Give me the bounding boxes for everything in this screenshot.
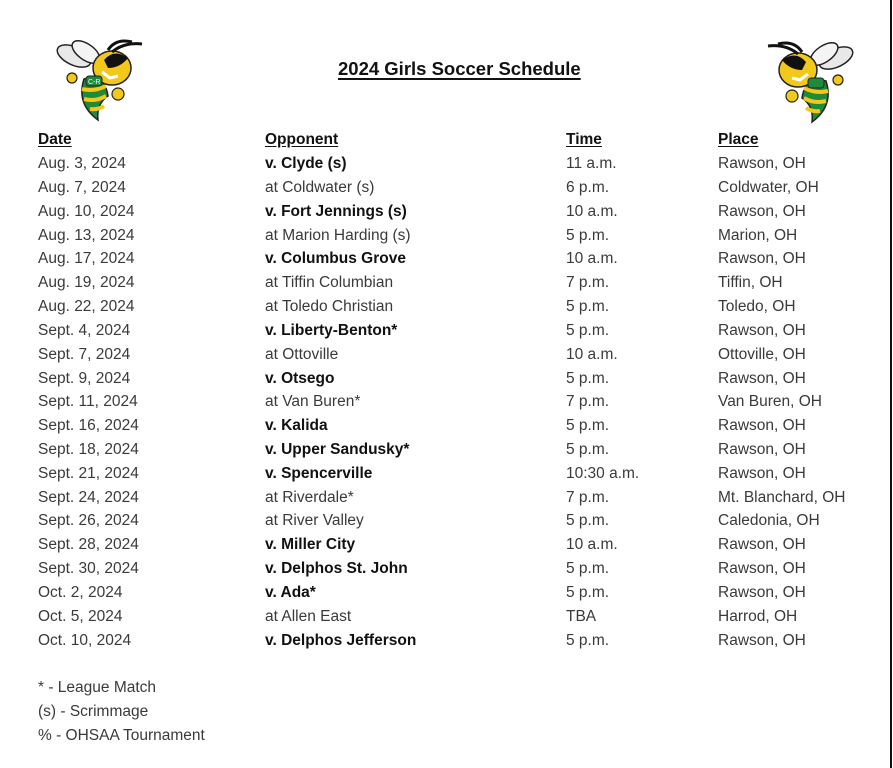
legend-ohsaa-tournament: % - OHSAA Tournament: [38, 727, 205, 744]
game-date: Aug. 13, 2024: [38, 227, 135, 244]
game-time: 5 p.m.: [566, 417, 610, 434]
game-opponent: at Riverdale*: [265, 489, 354, 506]
game-place: Rawson, OH: [718, 536, 806, 553]
hornet-icon: [768, 38, 856, 122]
game-date: Sept. 28, 2024: [38, 536, 139, 553]
game-opponent: at Van Buren*: [265, 393, 361, 410]
game-opponent: v. Otsego: [265, 370, 335, 387]
game-opponent: v. Fort Jennings (s): [265, 203, 407, 220]
game-time: 5 p.m.: [566, 632, 610, 649]
game-date: Sept. 4, 2024: [38, 322, 131, 339]
game-opponent: v. Miller City: [265, 536, 356, 553]
game-date: Oct. 10, 2024: [38, 632, 132, 649]
game-date: Sept. 30, 2024: [38, 560, 139, 577]
game-opponent: at Coldwater (s): [265, 179, 375, 196]
game-opponent: v. Ada*: [265, 584, 316, 601]
column-header-place: Place: [718, 131, 759, 148]
game-date: Aug. 7, 2024: [38, 179, 126, 196]
game-date: Sept. 18, 2024: [38, 441, 139, 458]
game-date: Oct. 2, 2024: [38, 584, 123, 601]
game-opponent: v. Spencerville: [265, 465, 373, 482]
game-time: 5 p.m.: [566, 370, 610, 387]
game-place: Marion, OH: [718, 227, 798, 244]
table-row: [0, 322, 893, 346]
game-place: Rawson, OH: [718, 417, 806, 434]
game-opponent: at Ottoville: [265, 346, 339, 363]
game-time: 10 a.m.: [566, 250, 618, 267]
game-opponent: v. Columbus Grove: [265, 250, 406, 267]
game-time: 5 p.m.: [566, 560, 610, 577]
game-place: Rawson, OH: [718, 465, 806, 482]
game-date: Aug. 17, 2024: [38, 250, 135, 267]
game-opponent: at Toledo Christian: [265, 298, 394, 315]
game-opponent: at River Valley: [265, 512, 364, 529]
game-time: 5 p.m.: [566, 322, 610, 339]
legend-scrimmage: (s) - Scrimmage: [38, 703, 149, 720]
game-place: Harrod, OH: [718, 608, 798, 625]
table-row: [0, 250, 893, 274]
game-opponent: at Marion Harding (s): [265, 227, 411, 244]
game-opponent: at Tiffin Columbian: [265, 274, 394, 291]
game-date: Aug. 22, 2024: [38, 298, 135, 315]
table-row: [0, 227, 893, 251]
game-time: 10:30 a.m.: [566, 465, 640, 482]
game-time: 10 a.m.: [566, 346, 618, 363]
table-row: [0, 465, 893, 489]
hornet-icon: [54, 36, 142, 120]
game-time: 5 p.m.: [566, 512, 610, 529]
table-row: [0, 560, 893, 584]
game-place: Tiffin, OH: [718, 274, 783, 291]
game-place: Rawson, OH: [718, 322, 806, 339]
game-opponent: v. Delphos St. John: [265, 560, 408, 577]
table-row: [0, 155, 893, 179]
table-row: [0, 632, 893, 656]
game-opponent: v. Clyde (s): [265, 155, 347, 172]
game-place: Rawson, OH: [718, 250, 806, 267]
hornet-mascot-logo: [46, 34, 146, 124]
table-row: [0, 370, 893, 394]
game-date: Oct. 5, 2024: [38, 608, 123, 625]
column-header-date: Date: [38, 131, 72, 148]
game-time: 6 p.m.: [566, 179, 610, 196]
table-row: [0, 584, 893, 608]
game-place: Toledo, OH: [718, 298, 796, 315]
game-date: Sept. 11, 2024: [38, 393, 138, 410]
game-date: Sept. 26, 2024: [38, 512, 139, 529]
column-header-time: Time: [566, 131, 602, 148]
game-place: Mt. Blanchard, OH: [718, 489, 846, 506]
game-opponent: v. Kalida: [265, 417, 328, 434]
game-place: Rawson, OH: [718, 203, 806, 220]
column-header-opponent: Opponent: [265, 131, 339, 148]
game-place: Rawson, OH: [718, 370, 806, 387]
table-row: [0, 393, 893, 417]
table-row: [0, 203, 893, 227]
table-row: [0, 298, 893, 322]
game-date: Sept. 21, 2024: [38, 465, 139, 482]
game-place: Ottoville, OH: [718, 346, 806, 363]
game-time: 5 p.m.: [566, 227, 610, 244]
game-time: TBA: [566, 608, 597, 625]
game-place: Van Buren, OH: [718, 393, 822, 410]
table-row: [0, 346, 893, 370]
game-date: Sept. 16, 2024: [38, 417, 139, 434]
table-row: [0, 274, 893, 298]
legend-league-match: * - League Match: [38, 679, 157, 696]
table-row: [0, 417, 893, 441]
table-row: [0, 179, 893, 203]
game-date: Aug. 3, 2024: [38, 155, 126, 172]
game-opponent: v. Liberty-Benton*: [265, 322, 398, 339]
game-date: Aug. 19, 2024: [38, 274, 135, 291]
game-time: 10 a.m.: [566, 203, 618, 220]
game-place: Rawson, OH: [718, 632, 806, 649]
game-time: 7 p.m.: [566, 393, 610, 410]
game-time: 10 a.m.: [566, 536, 618, 553]
game-time: 11 a.m.: [566, 155, 617, 172]
game-place: Rawson, OH: [718, 584, 806, 601]
game-time: 5 p.m.: [566, 298, 610, 315]
table-row: [0, 489, 893, 513]
game-date: Sept. 7, 2024: [38, 346, 131, 363]
game-time: 7 p.m.: [566, 489, 610, 506]
game-place: Rawson, OH: [718, 155, 806, 172]
hornet-mascot-logo-right: [764, 36, 864, 126]
game-opponent: at Allen East: [265, 608, 352, 625]
mascot-text: C-R: [88, 79, 101, 86]
game-opponent: v. Upper Sandusky*: [265, 441, 410, 458]
page-title: 2024 Girls Soccer Schedule: [338, 58, 581, 79]
game-place: Caledonia, OH: [718, 512, 820, 529]
table-row: [0, 512, 893, 536]
table-row: [0, 608, 893, 632]
game-opponent: v. Delphos Jefferson: [265, 632, 417, 649]
game-time: 5 p.m.: [566, 584, 610, 601]
game-time: 7 p.m.: [566, 274, 610, 291]
game-date: Sept. 9, 2024: [38, 370, 131, 387]
game-date: Aug. 10, 2024: [38, 203, 135, 220]
game-place: Rawson, OH: [718, 560, 806, 577]
table-row: [0, 536, 893, 560]
game-time: 5 p.m.: [566, 441, 610, 458]
game-place: Coldwater, OH: [718, 179, 819, 196]
table-row: [0, 441, 893, 465]
game-place: Rawson, OH: [718, 441, 806, 458]
game-date: Sept. 24, 2024: [38, 489, 139, 506]
